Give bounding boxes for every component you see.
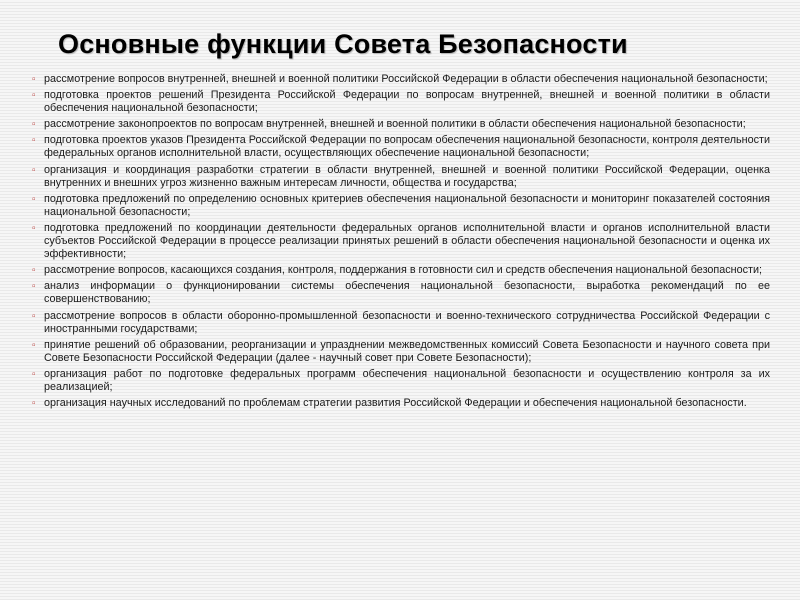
- list-item-text: анализ информации о функционировании системы обеспечения национальной безопасности, выработка рекомендаций по ее совершенствованию;: [44, 280, 770, 306]
- square-bullet-icon: ▫: [32, 222, 36, 234]
- square-bullet-icon: ▫: [32, 74, 36, 85]
- list-item-text: принятие решений об образовании, реорганизации и упразднении межведомственных комиссий Совета Безопасности и научного совета при Совете Безопасности Российской Федерации (далее - научный совет при Совете Безопасности);: [44, 338, 770, 364]
- list-item: [32, 118, 770, 131]
- list-item: [32, 89, 770, 115]
- list-item: [32, 280, 770, 306]
- list-item: [32, 134, 770, 160]
- list-item-text: подготовка проектов указов Президента Российской Федерации по вопросам обеспечения национальной безопасности, контроля деятельности федеральных органов исполнительной власти, осуществляющих обеспечение национальной безопасности;: [44, 134, 770, 160]
- square-bullet-icon: ▫: [32, 265, 36, 277]
- list-item: [32, 164, 770, 190]
- list-item: [32, 264, 770, 277]
- list-item-text: рассмотрение вопросов в области оборонно-промышленной безопасности и военно-технического сотрудничества Российской Федерации с иностранными государствами;: [44, 309, 770, 335]
- square-bullet-icon: ▫: [32, 164, 36, 176]
- list-item-text: подготовка предложений по координации деятельности федеральных органов исполнительной власти и органов исполнительной власти субъектов Российской Федерации в процессе реализации принятых решений в области обеспечения национальной безопасности и оценка их эффективности;: [44, 221, 770, 261]
- list-item: [32, 397, 770, 410]
- list-item: [32, 339, 770, 365]
- square-bullet-icon: ▫: [32, 281, 36, 293]
- list-item-text: рассмотрение вопросов, касающихся создания, контроля, поддержания в готовности сил и средств обеспечения национальной безопасности;: [44, 264, 762, 277]
- square-bullet-icon: ▫: [32, 135, 36, 147]
- list-item-text: подготовка предложений по определению основных критериев обеспечения национальной безопасности и мониторинг показателей состояния национальной безопасности;: [44, 192, 770, 218]
- functions-list: [32, 73, 770, 413]
- square-bullet-icon: ▫: [32, 398, 36, 410]
- list-item: [32, 222, 770, 261]
- list-item-text: организация научных исследований по проблемам стратегии развития Российской Федерации и обеспечения национальной безопасности.: [44, 397, 747, 410]
- square-bullet-icon: ▫: [32, 310, 36, 322]
- list-item-text: организация и координация разработки стратегии в области внутренней, внешней и военной политики Российской Федерации, оценка внутренних и внешних угроз жизненно важным интересам личности, общества и государства;: [44, 163, 770, 189]
- list-item: [32, 193, 770, 219]
- list-item-text: подготовка проектов решений Президента Российской Федерации по вопросам внутренней, внешней и военной политики в области обеспечения национальной безопасности;: [44, 89, 770, 115]
- square-bullet-icon: ▫: [32, 339, 36, 351]
- list-item-text: организация работ по подготовке федеральных программ обеспечения национальной безопасности и осуществлению контроля за их реализацией;: [44, 367, 770, 393]
- square-bullet-icon: ▫: [32, 90, 36, 102]
- square-bullet-icon: ▫: [32, 193, 36, 205]
- list-item: [32, 73, 770, 86]
- list-item: [32, 310, 770, 336]
- square-bullet-icon: ▫: [32, 368, 36, 380]
- list-item-text: рассмотрение вопросов внутренней, внешней и военной политики Российской Федерации в области обеспечения национальной безопасности;: [44, 73, 768, 85]
- square-bullet-icon: ▫: [32, 119, 36, 131]
- list-item: [32, 368, 770, 394]
- slide-title: Основные функции Совета Безопасности: [58, 29, 628, 59]
- list-item-text: рассмотрение законопроектов по вопросам внутренней, внешней и военной политики в области обеспечения национальной безопасности;: [44, 118, 746, 131]
